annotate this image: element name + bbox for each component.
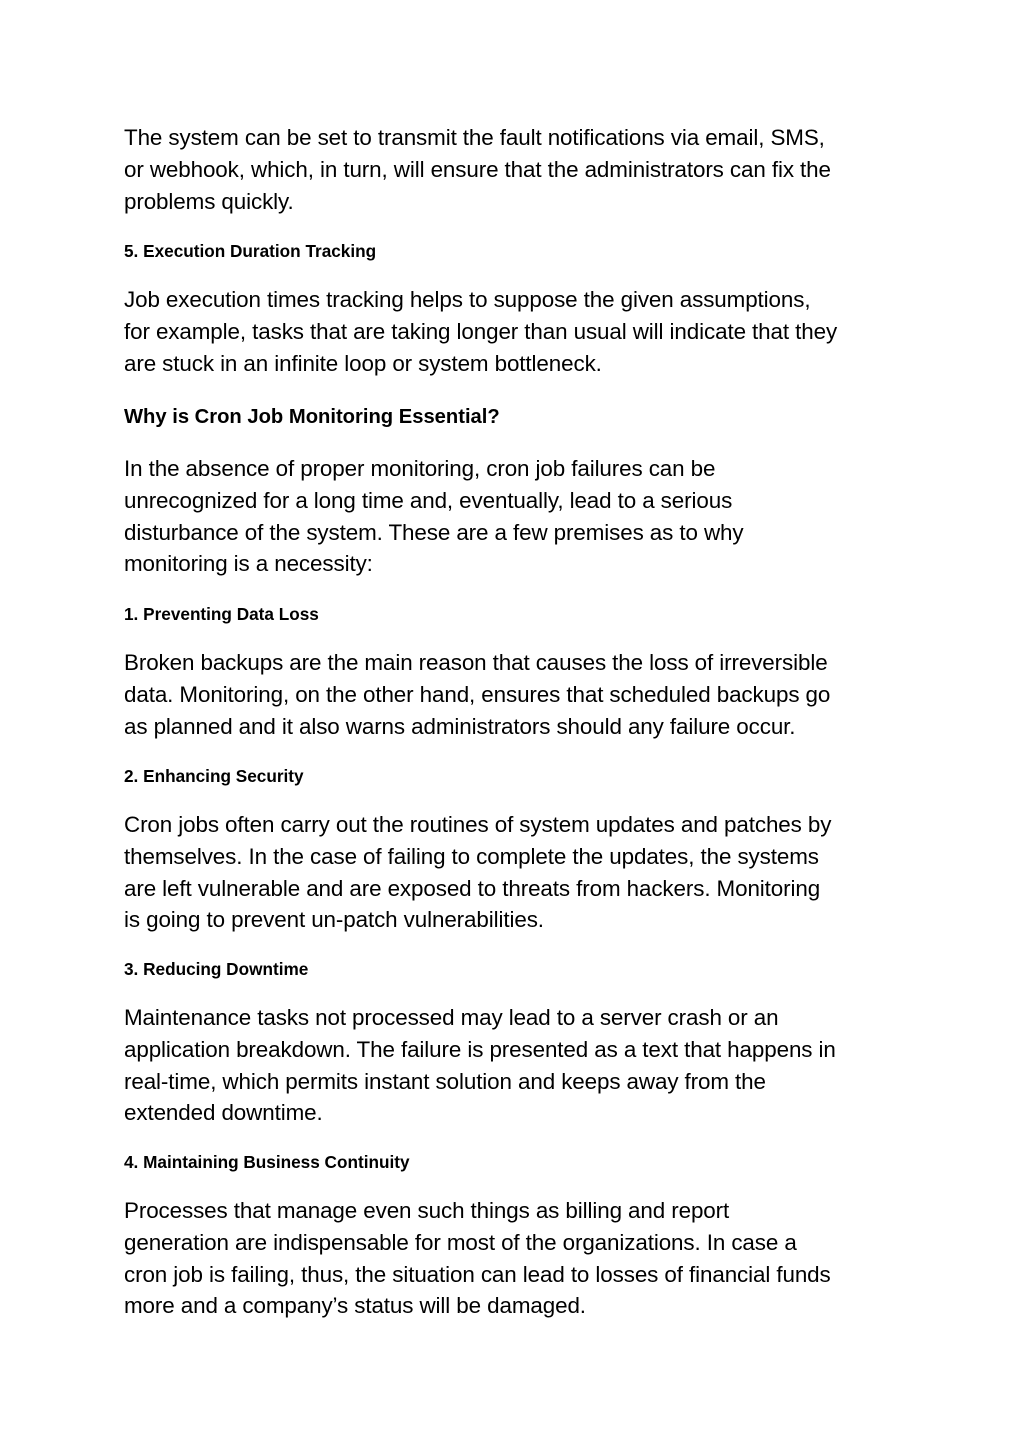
subheading-enhancing-security: 2. Enhancing Security bbox=[124, 766, 304, 786]
paragraph-data-loss bbox=[124, 647, 914, 742]
text-line: cron job is failing, thus, the situation can lead to losses of financial funds bbox=[124, 1261, 831, 1287]
text-line: real-time, which permits instant solution and keeps away from the bbox=[124, 1068, 766, 1094]
paragraph-business-continuity bbox=[124, 1195, 914, 1322]
text-line: are stuck in an infinite loop or system bottleneck. bbox=[124, 350, 602, 376]
text-line: generation are indispensable for most of the organizations. In case a bbox=[124, 1229, 797, 1255]
subheading-execution-duration-tracking: 5. Execution Duration Tracking bbox=[124, 241, 377, 261]
text-line: unrecognized for a long time and, eventually, lead to a serious bbox=[124, 487, 733, 513]
text-line: as planned and it also warns administrators should any failure occur. bbox=[124, 713, 796, 739]
heading-why-monitoring-essential: Why is Cron Job Monitoring Essential? bbox=[124, 406, 500, 428]
text-line: disturbance of the system. These are a few premises as to why bbox=[124, 519, 744, 545]
text-line: problems quickly. bbox=[124, 188, 294, 214]
text-line: In the absence of proper monitoring, cron job failures can be bbox=[124, 456, 716, 481]
text-line: data. Monitoring, on the other hand, ensures that scheduled backups go bbox=[124, 681, 831, 707]
text-line: Broken backups are the main reason that causes the loss of irreversible bbox=[124, 650, 828, 675]
text-line: are left vulnerable and are exposed to threats from hackers. Monitoring bbox=[124, 875, 821, 901]
text-line: monitoring is a necessity: bbox=[124, 551, 373, 577]
text-line: themselves. In the case of failing to complete the updates, the systems bbox=[124, 843, 819, 869]
text-line: The system can be set to transmit the fault notifications via email, SMS, bbox=[124, 125, 825, 150]
text-line: Cron jobs often carry out the routines of system updates and patches by bbox=[124, 812, 832, 837]
text-line: application breakdown. The failure is presented as a text that happens in bbox=[124, 1036, 836, 1062]
paragraph-security bbox=[124, 809, 914, 936]
paragraph-execution-duration bbox=[124, 284, 914, 379]
text-line: Maintenance tasks not processed may lead to a server crash or an bbox=[124, 1005, 779, 1030]
paragraph-downtime bbox=[124, 1002, 914, 1129]
paragraph-absence-of-monitoring bbox=[124, 453, 914, 580]
text-line: Processes that manage even such things as billing and report bbox=[124, 1198, 730, 1223]
subheading-business-continuity: 4. Maintaining Business Continuity bbox=[124, 1152, 410, 1172]
subheading-reducing-downtime: 3. Reducing Downtime bbox=[124, 959, 309, 979]
text-line: extended downtime. bbox=[124, 1100, 323, 1126]
text-line: for example, tasks that are taking longer than usual will indicate that they bbox=[124, 318, 838, 344]
subheading-preventing-data-loss: 1. Preventing Data Loss bbox=[124, 604, 319, 624]
paragraph-fault-notifications bbox=[124, 122, 914, 217]
text-line: or webhook, which, in turn, will ensure that the administrators can fix the bbox=[124, 156, 831, 182]
text-line: is going to prevent un-patch vulnerabilities. bbox=[124, 907, 544, 933]
text-line: Job execution times tracking helps to suppose the given assumptions, bbox=[124, 287, 811, 312]
text-line: more and a company’s status will be damaged. bbox=[124, 1293, 586, 1319]
